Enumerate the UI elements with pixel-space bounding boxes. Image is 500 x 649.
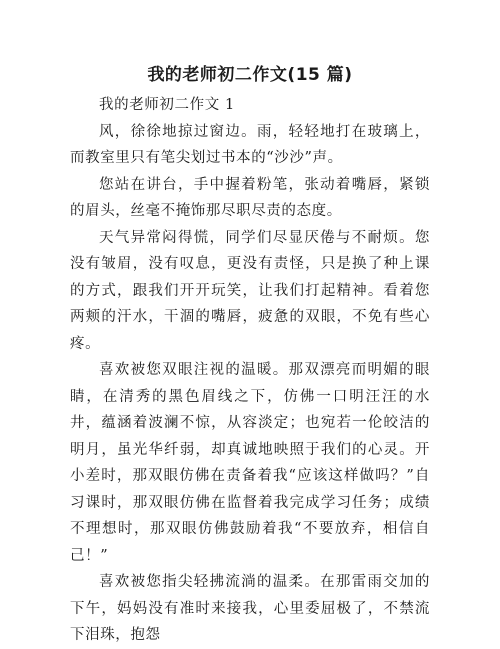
paragraph-5: 喜欢被您指尖轻拂流淌的温柔。在那雷雨交加的下午，妈妈没有准时来接我，心里委屈极了，不禁流下泪珠，抱怨 [70, 574, 430, 643]
document-title: 我的老师初二作文(15 篇) [147, 65, 353, 85]
paragraph-3: 天气异常闷得慌，同学们尽显厌倦与不耐烦。您没有皱眉，没有叹息，更没有责怪，只是换了种上课的方式，跟我们开开玩笑，让我们打起精神。看着您两颊的汗水，干涸的嘴唇，疲惫的双眼，不免有些心疼。 [70, 229, 430, 352]
paragraph-1: 风，徐徐地掠过窗边。雨，轻轻地打在玻璃上，而教室里只有笔尖划过书本的“沙沙”声。 [70, 123, 430, 166]
paragraph-4: 喜欢被您双眼注视的温暖。那双漂亮而明媚的眼睛，在清秀的黑色眉线之下，仿佛一口明汪汪的水井，蕴涵着波澜不惊，从容淡定；也宛若一伦皎洁的明月，虽光华纤弱，却真诚地映照于我们的心灵。开小差时，那双眼仿佛在责备着我“应该这样做吗？”自习课时，那双眼仿佛在监督着我完成学习任务；成绩不理想时，那双眼仿佛鼓励着我“不要放弃，相信自己！” [70, 362, 430, 564]
document-body [70, 92, 430, 649]
paragraph-2: 您站在讲台，手中握着粉笔，张动着嘴唇，紧锁的眉头，丝毫不掩饰那尽职尽责的态度。 [70, 176, 430, 219]
essay-subtitle: 我的老师初二作文 1 [99, 97, 235, 113]
